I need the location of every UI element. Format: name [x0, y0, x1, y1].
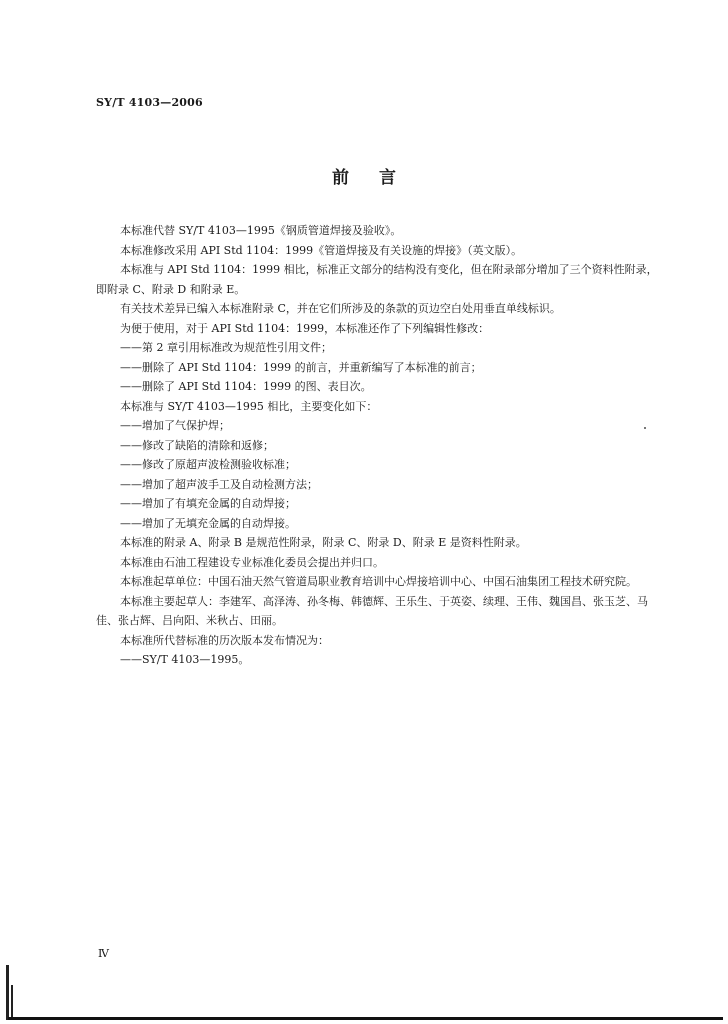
paragraph: 有关技术差异已编入本标准附录 C，并在它们所涉及的条款的页边空白处用垂直单线标识。 — [120, 302, 561, 315]
list-item: ——删除了 API Std 1104：1999 的图、表目次。 — [120, 380, 372, 393]
page-title: 前言 — [332, 168, 426, 188]
standard-code-header: SY/T 4103—2006 — [96, 96, 203, 109]
page-number: Ⅳ — [98, 947, 109, 960]
foreword-body — [96, 221, 662, 670]
list-item: ——删除了 API Std 1104：1999 的前言，并重新编写了本标准的前言； — [120, 360, 482, 374]
list-item: ——增加了有填充金属的自动焊接； — [120, 497, 296, 510]
list-item: ——增加了无填充金属的自动焊接。 — [120, 516, 296, 530]
list-item: ——增加了超声波手工及自动检测方法； — [120, 477, 318, 491]
list-item: ——修改了原超声波检测验收标准； — [120, 458, 296, 471]
paragraph: 本标准由石油工程建设专业标准化委员会提出并归口。 — [120, 555, 384, 569]
paragraph: 本标准与 SY/T 4103—1995 相比，主要变化如下： — [120, 399, 378, 413]
paragraph: 为便于使用，对于 API Std 1104：1999，本标准还作了下列编辑性修改： — [120, 321, 490, 335]
paragraph: 本标准主要起草人：李建军、高泽涛、孙冬梅、韩德辉、王乐生、于英姿、续理、王伟、魏国昌、张玉芝、马佳、张占辉、吕向阳、米秋占、田丽。 — [96, 594, 648, 627]
paragraph: 本标准代替 SY/T 4103—1995《钢质管道焊接及验收》。 — [120, 224, 402, 237]
paragraph: 本标准所代替标准的历次版本发布情况为： — [120, 633, 329, 647]
paragraph: 本标准起草单位：中国石油天然气管道局职业教育培训中心焊接培训中心、中国石油集团工程技术研究院。 — [120, 575, 637, 588]
paragraph: 本标准修改采用 API Std 1104：1999《管道焊接及有关设施的焊接》（英文版）。 — [120, 243, 523, 257]
scan-bottom-edge — [8, 1017, 723, 1020]
paragraph: 本标准与 API Std 1104：1999 相比，标准正文部分的结构没有变化，但在附录部分增加了三个资料性附录，即附录 C、附录 D 和附录 E。 — [96, 263, 658, 296]
paragraph: 本标准的附录 A、附录 B 是规范性附录，附录 C、附录 D、附录 E 是资料性附录。 — [120, 536, 527, 549]
list-item: ——增加了气保护焊； — [120, 419, 230, 432]
list-item: ——SY/T 4103—1995。 — [120, 653, 250, 666]
list-item: ——第 2 章引用标准改为规范性引用文件； — [120, 341, 332, 354]
scan-margin-mark — [11, 985, 13, 1020]
scan-speck — [644, 427, 646, 429]
scan-margin-mark — [6, 965, 9, 1020]
list-item: ——修改了缺陷的清除和返修； — [120, 438, 274, 452]
